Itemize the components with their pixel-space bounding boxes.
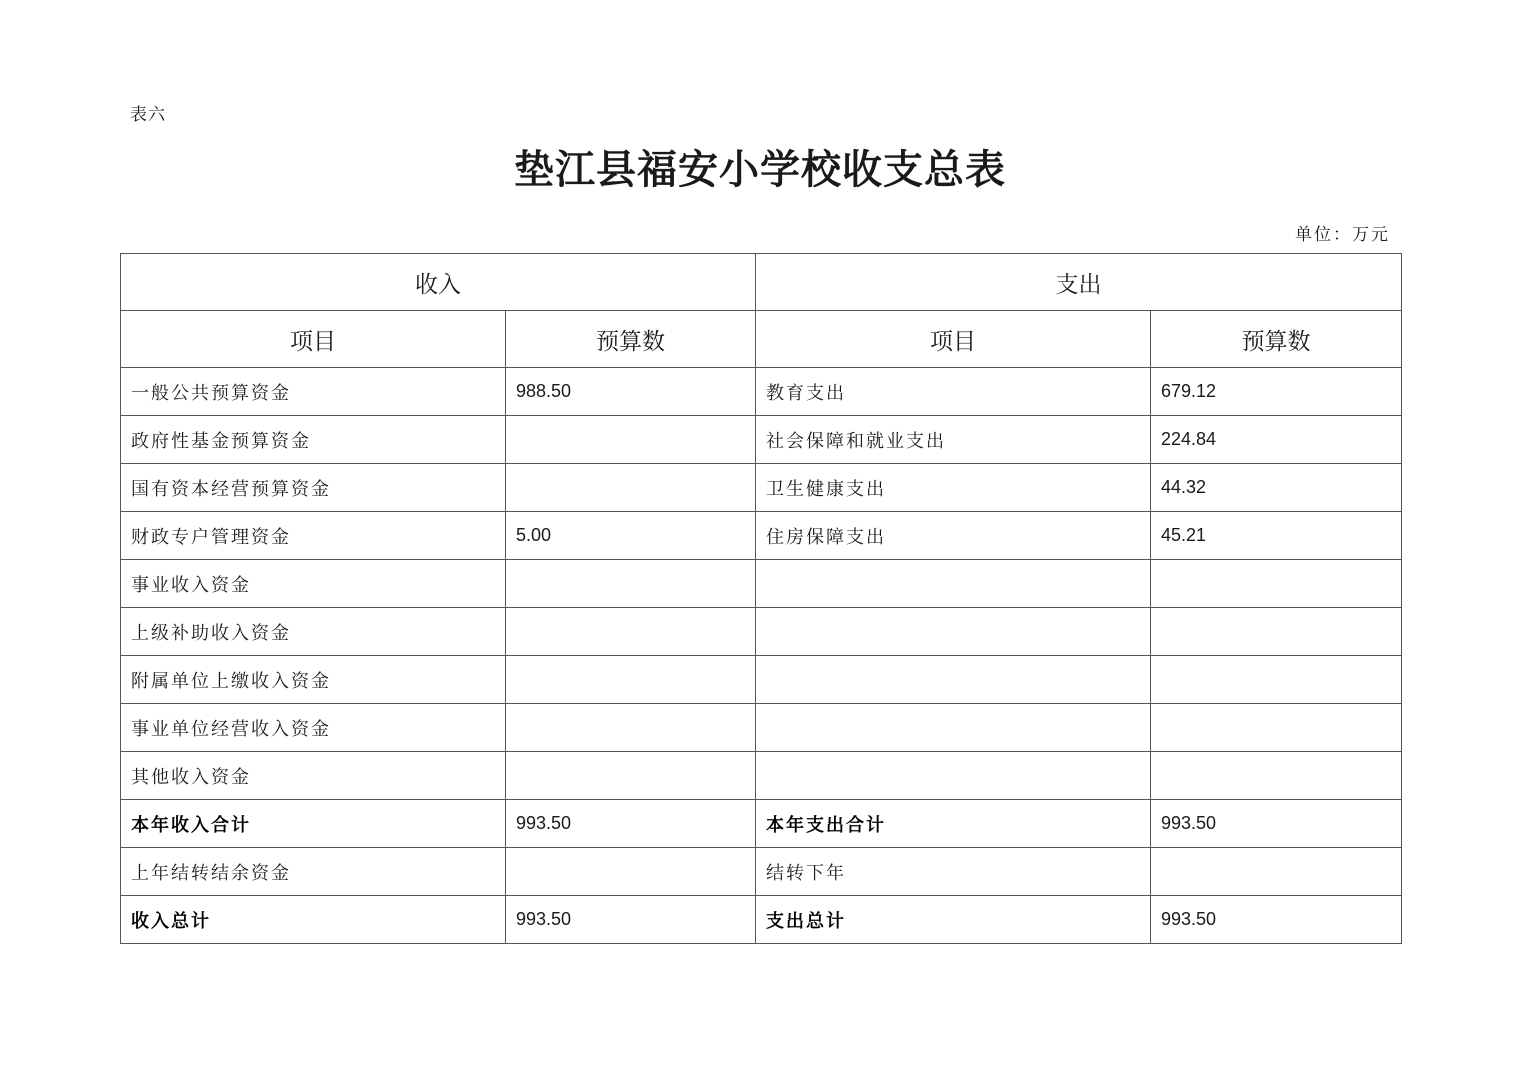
expense-amount-cell [1151,848,1402,896]
table-body [121,368,1402,944]
budget-summary-table [120,253,1402,944]
expense-item-cell: 结转下年 [756,848,1151,896]
table-row [121,752,1402,800]
income-item-cell: 一般公共预算资金 [121,368,506,416]
expense-amount-cell [1151,752,1402,800]
table-row [121,608,1402,656]
table-row [121,368,1402,416]
income-item-cell: 事业收入资金 [121,560,506,608]
expense-amount-cell: 44.32 [1151,464,1402,512]
expense-item-cell: 本年支出合计 [756,800,1151,848]
table-row [121,848,1402,896]
expense-item-header: 项目 [756,311,1151,368]
income-item-cell: 财政专户管理资金 [121,512,506,560]
income-item-cell: 本年收入合计 [121,800,506,848]
expense-item-cell: 教育支出 [756,368,1151,416]
expense-item-cell [756,608,1151,656]
expense-item-cell [756,560,1151,608]
income-item-cell: 国有资本经营预算资金 [121,464,506,512]
table-row [121,656,1402,704]
income-amount-cell [506,464,756,512]
expense-item-cell [756,752,1151,800]
table-row [121,416,1402,464]
expense-amount-cell [1151,560,1402,608]
table-row-total [121,896,1402,944]
income-amount-cell [506,416,756,464]
column-header-row [121,311,1402,368]
income-item-cell: 事业单位经营收入资金 [121,704,506,752]
income-amount-cell: 988.50 [506,368,756,416]
income-item-cell: 政府性基金预算资金 [121,416,506,464]
table-label: 表六 [130,105,166,125]
table-row [121,512,1402,560]
income-item-cell: 上级补助收入资金 [121,608,506,656]
expense-amount-cell: 993.50 [1151,800,1402,848]
page-title: 垫江县福安小学校收支总表 [514,146,1006,193]
income-amount-cell [506,848,756,896]
expense-amount-cell [1151,704,1402,752]
income-section-header: 收入 [121,254,756,311]
income-amount-cell: 5.00 [506,512,756,560]
income-amount-cell: 993.50 [506,800,756,848]
expense-amount-cell: 993.50 [1151,896,1402,944]
income-item-cell: 上年结转结余资金 [121,848,506,896]
table-row [121,704,1402,752]
income-budget-header: 预算数 [506,311,756,368]
income-item-cell: 其他收入资金 [121,752,506,800]
income-amount-cell [506,704,756,752]
expense-item-cell: 社会保障和就业支出 [756,416,1151,464]
expense-amount-cell: 224.84 [1151,416,1402,464]
expense-budget-header: 预算数 [1151,311,1402,368]
expense-item-cell: 住房保障支出 [756,512,1151,560]
income-item-cell: 收入总计 [121,896,506,944]
income-item-cell: 附属单位上缴收入资金 [121,656,506,704]
expense-amount-cell [1151,608,1402,656]
table-row [121,560,1402,608]
income-amount-cell [506,608,756,656]
expense-amount-cell: 679.12 [1151,368,1402,416]
table-row [121,464,1402,512]
expense-item-cell [756,656,1151,704]
income-amount-cell [506,560,756,608]
income-amount-cell: 993.50 [506,896,756,944]
income-amount-cell [506,752,756,800]
unit-label: 单位：万元 [1295,225,1390,245]
expense-item-cell: 支出总计 [756,896,1151,944]
income-amount-cell [506,656,756,704]
table-row-total [121,800,1402,848]
expense-amount-cell: 45.21 [1151,512,1402,560]
expense-item-cell [756,704,1151,752]
expense-item-cell: 卫生健康支出 [756,464,1151,512]
section-header-row [121,254,1402,311]
expense-amount-cell [1151,656,1402,704]
income-item-header: 项目 [121,311,506,368]
expense-section-header: 支出 [756,254,1402,311]
